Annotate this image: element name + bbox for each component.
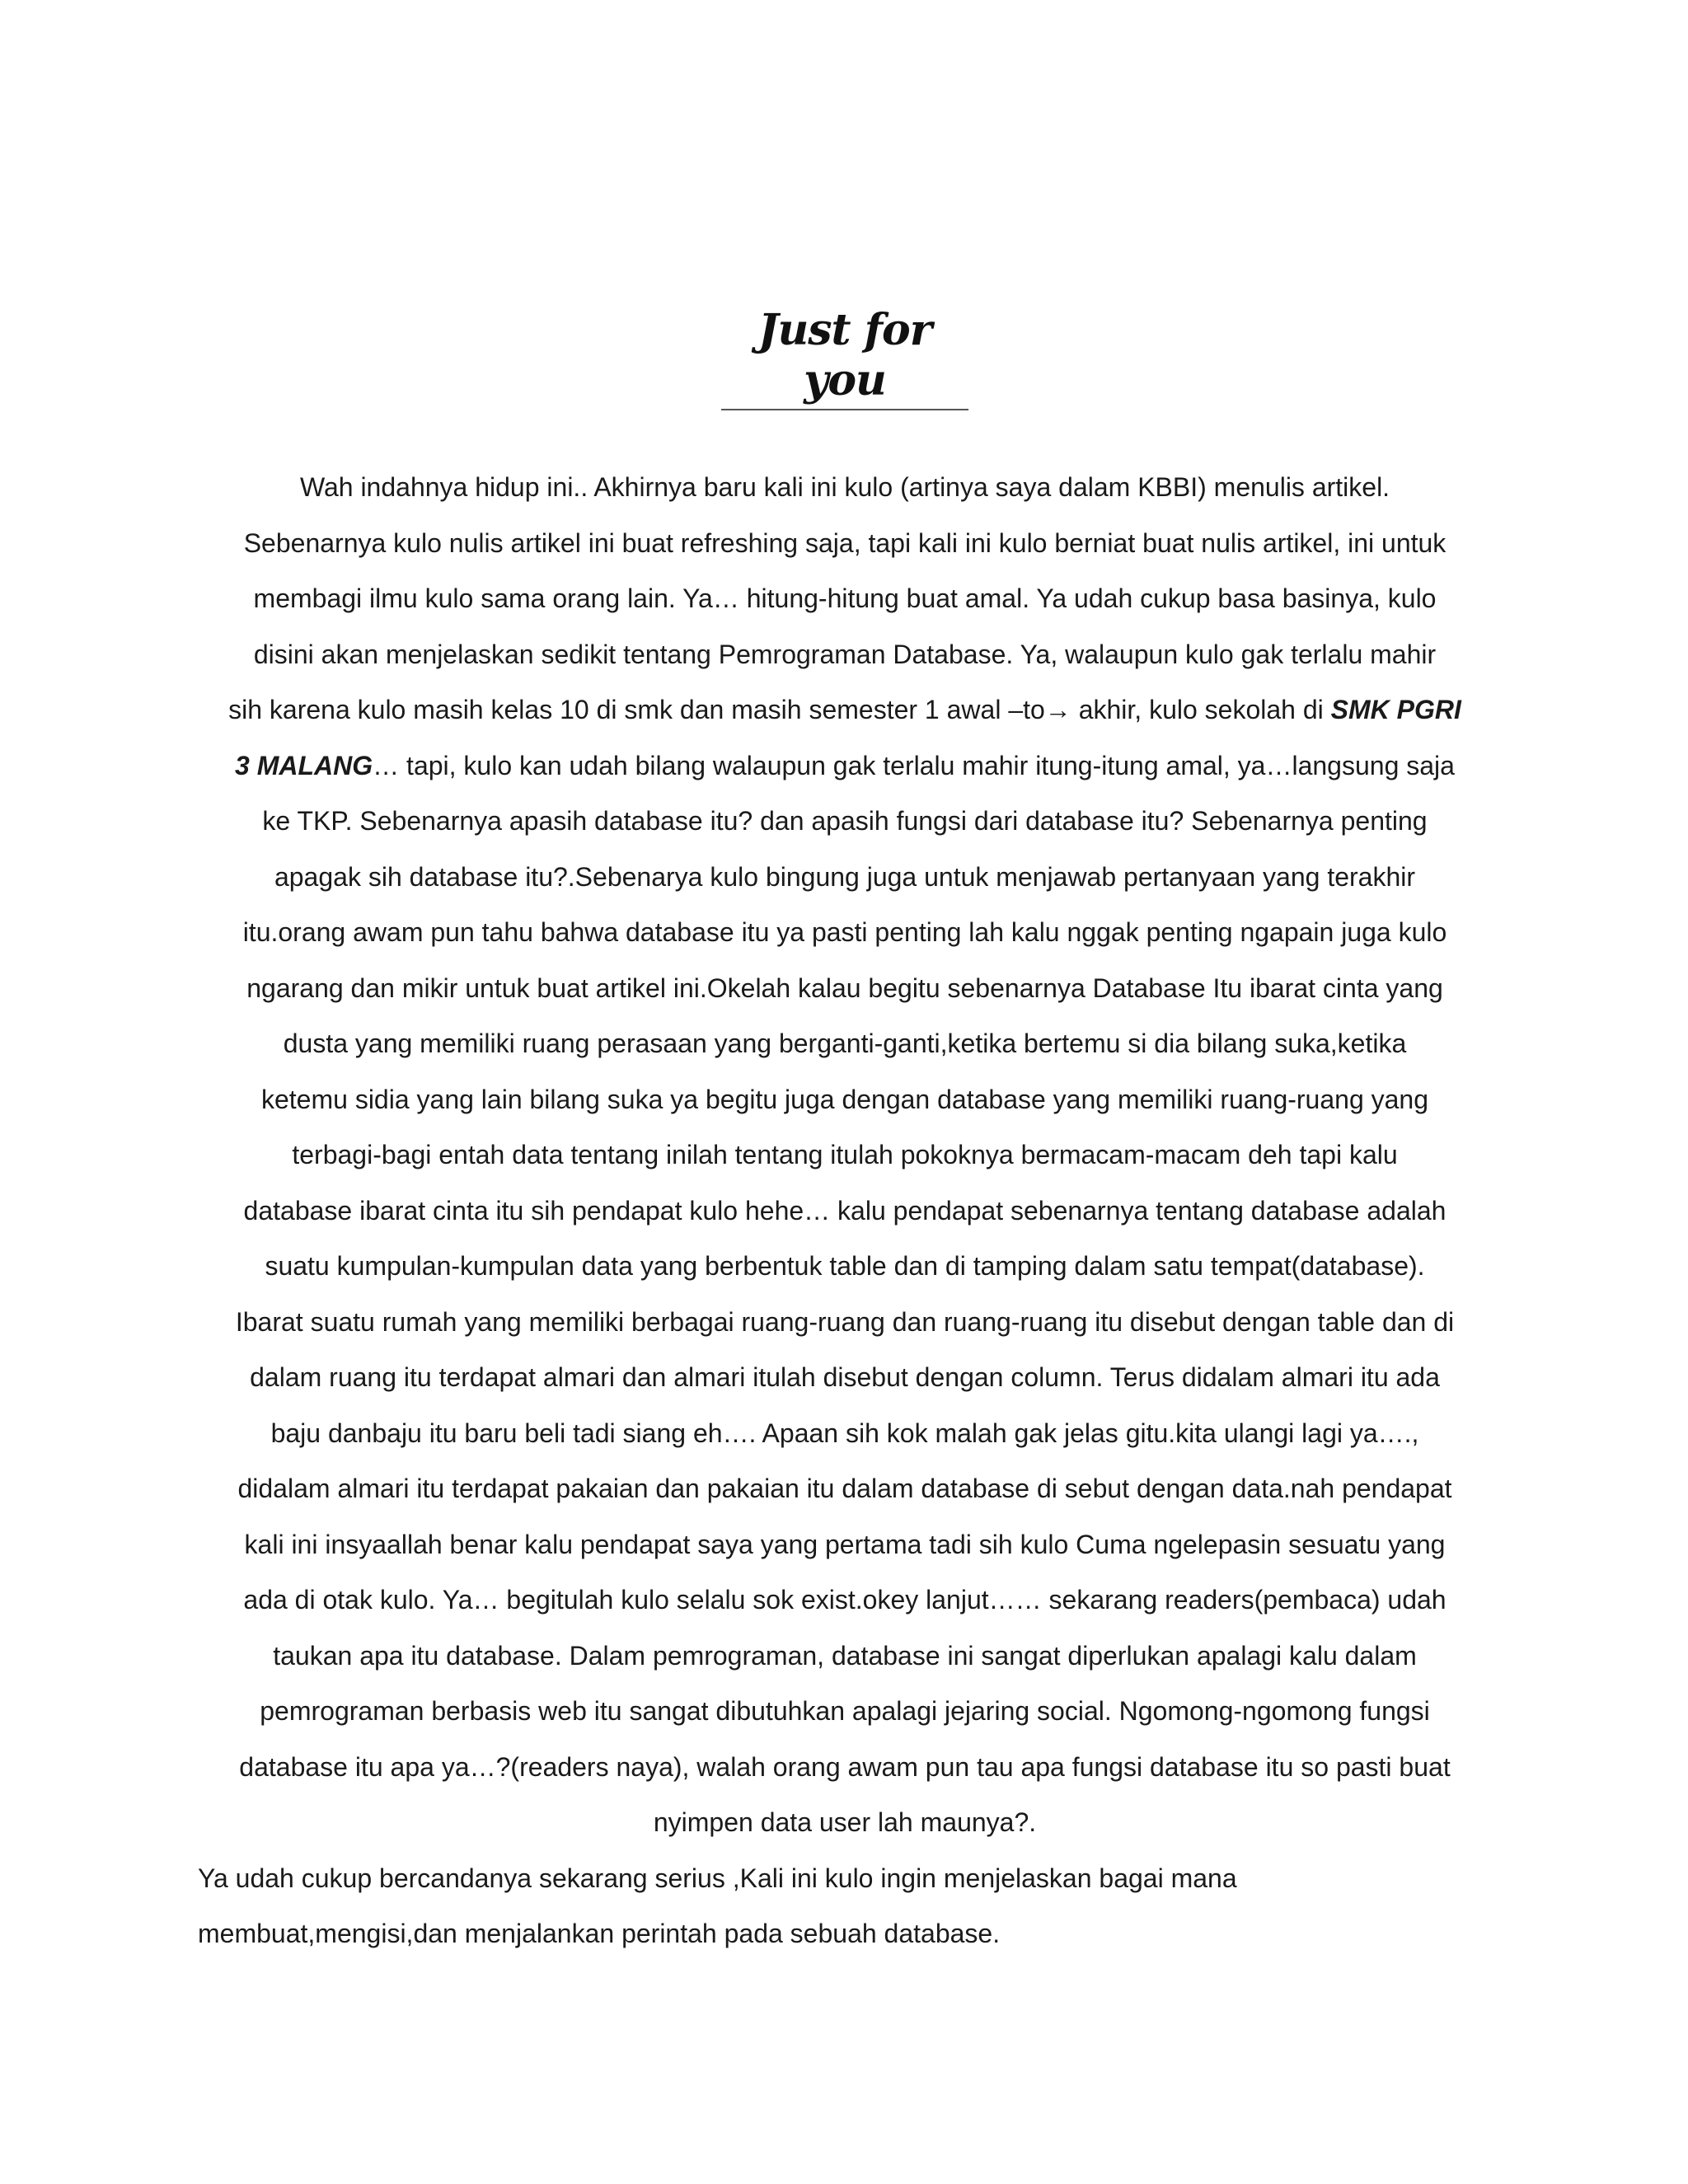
text-line: taukan apa itu database. Dalam pemrograman, database ini sangat diperlukan apalagi kalu dalam bbox=[273, 1640, 1417, 1671]
text-line: didalam almari itu terdapat pakaian dan pakaian itu dalam database di sebut dengan data.nah pendapat bbox=[237, 1474, 1452, 1503]
text-line: kali ini insyaallah benar kalu pendapat saya yang pertama tadi sih kulo Cuma ngelepasin sesuatu yang bbox=[244, 1529, 1446, 1559]
text-line: suatu kumpulan-kumpulan data yang berbentuk table dan di tamping dalam satu tempat(database). bbox=[265, 1251, 1425, 1281]
text-line: ngarang dan mikir untuk buat artikel ini.Okelah kalau begitu sebenarnya Database Itu ibarat cinta yang bbox=[246, 972, 1443, 1003]
text-line: database ibarat cinta itu sih pendapat kulo hehe… kalu pendapat sebenarnya tentang database adalah bbox=[243, 1195, 1447, 1226]
school-name-emphasis: SMK PGRI bbox=[1330, 695, 1461, 724]
text-line: dalam ruang itu terdapat almari dan almari itulah disebut dengan column. Terus didalam almari itu ada bbox=[250, 1362, 1440, 1392]
text-line: 3 MALANG… tapi, kulo kan udah bilang walaupun gak terlalu mahir itung-itung amal, ya…langsung saja bbox=[235, 750, 1455, 780]
arrow-icon: → bbox=[1044, 695, 1071, 724]
text-line: dusta yang memiliki ruang perasaan yang berganti-ganti,ketika bertemu si dia bilang suka,ketika bbox=[283, 1029, 1407, 1058]
text-line: baju danbaju itu baru beli tadi siang eh…. Apaan sih kok malah gak jelas gitu.kita ulangi lagi ya…., bbox=[270, 1418, 1419, 1448]
text-line: itu.orang awam pun tahu bahwa database itu ya pasti penting lah kalu nggak penting ngapain juga kulo bbox=[242, 917, 1447, 947]
text-line: terbagi-bagi entah data tentang inilah tentang itulah pokoknya bermacam-macam deh tapi kalu bbox=[292, 1140, 1398, 1169]
paragraph-intro bbox=[198, 460, 1492, 1851]
text-line: ada di otak kulo. Ya… begitulah kulo selalu sok exist.okey lanjut…… sekarang readers(pembaca) udah bbox=[243, 1585, 1447, 1615]
paragraph-closing bbox=[198, 1851, 1492, 1962]
text-line: ketemu sidia yang lain bilang suka ya begitu juga dengan database yang memiliki ruang-ruang yang bbox=[260, 1084, 1429, 1114]
text-line: nyimpen data user lah maunya?. bbox=[653, 1807, 1037, 1837]
text-line: Ya udah cukup bercandanya sekarang serius ,Kali ini kulo ingin menjelaskan bagai mana bbox=[198, 1863, 1237, 1893]
text-line: apagak sih database itu?.Sebenarya kulo bingung juga untuk menjawab pertanyaan yang terakhir bbox=[274, 861, 1416, 892]
school-name-emphasis: 3 MALANG bbox=[235, 750, 373, 780]
text-line: Wah indahnya hidup ini.. Akhirnya baru kali ini kulo (artinya saya dalam KBBI) menulis artikel. bbox=[299, 472, 1390, 502]
text-line: ke TKP. Sebenarnya apasih database itu? dan apasih fungsi dari database itu? Sebenarnya penting bbox=[262, 806, 1428, 836]
text-line: database itu apa ya…?(readers naya), walah orang awam pun tau apa fungsi database itu so pasti buat bbox=[239, 1751, 1451, 1782]
text-line: sih karena kulo masih kelas 10 di smk dan masih semester 1 awal –to→ akhir, kulo sekolah di SMK PGRI bbox=[228, 695, 1461, 724]
document-title: Just for you bbox=[721, 305, 968, 410]
text-line: membagi ilmu kulo sama orang lain. Ya… hitung-hitung buat amal. Ya udah cukup basa basinya, kulo bbox=[253, 583, 1437, 613]
text-line: pemrograman berbasis web itu sangat dibutuhkan apalagi jejaring social. Ngomong-ngomong fungsi bbox=[260, 1696, 1430, 1726]
text-line: membuat,mengisi,dan menjalankan perintah pada sebuah database. bbox=[198, 1919, 1001, 1948]
text-line: disini akan menjelaskan sedikit tentang Pemrograman Database. Ya, walaupun kulo gak terlalu mahir bbox=[253, 639, 1437, 669]
document-page bbox=[198, 305, 1492, 1962]
text-line: Ibarat suatu rumah yang memiliki berbagai ruang-ruang dan ruang-ruang itu disebut dengan table dan di bbox=[235, 1306, 1455, 1337]
text-line: Sebenarnya kulo nulis artikel ini buat refreshing saja, tapi kali ini kulo berniat buat nulis artikel, ini untuk bbox=[243, 527, 1447, 558]
